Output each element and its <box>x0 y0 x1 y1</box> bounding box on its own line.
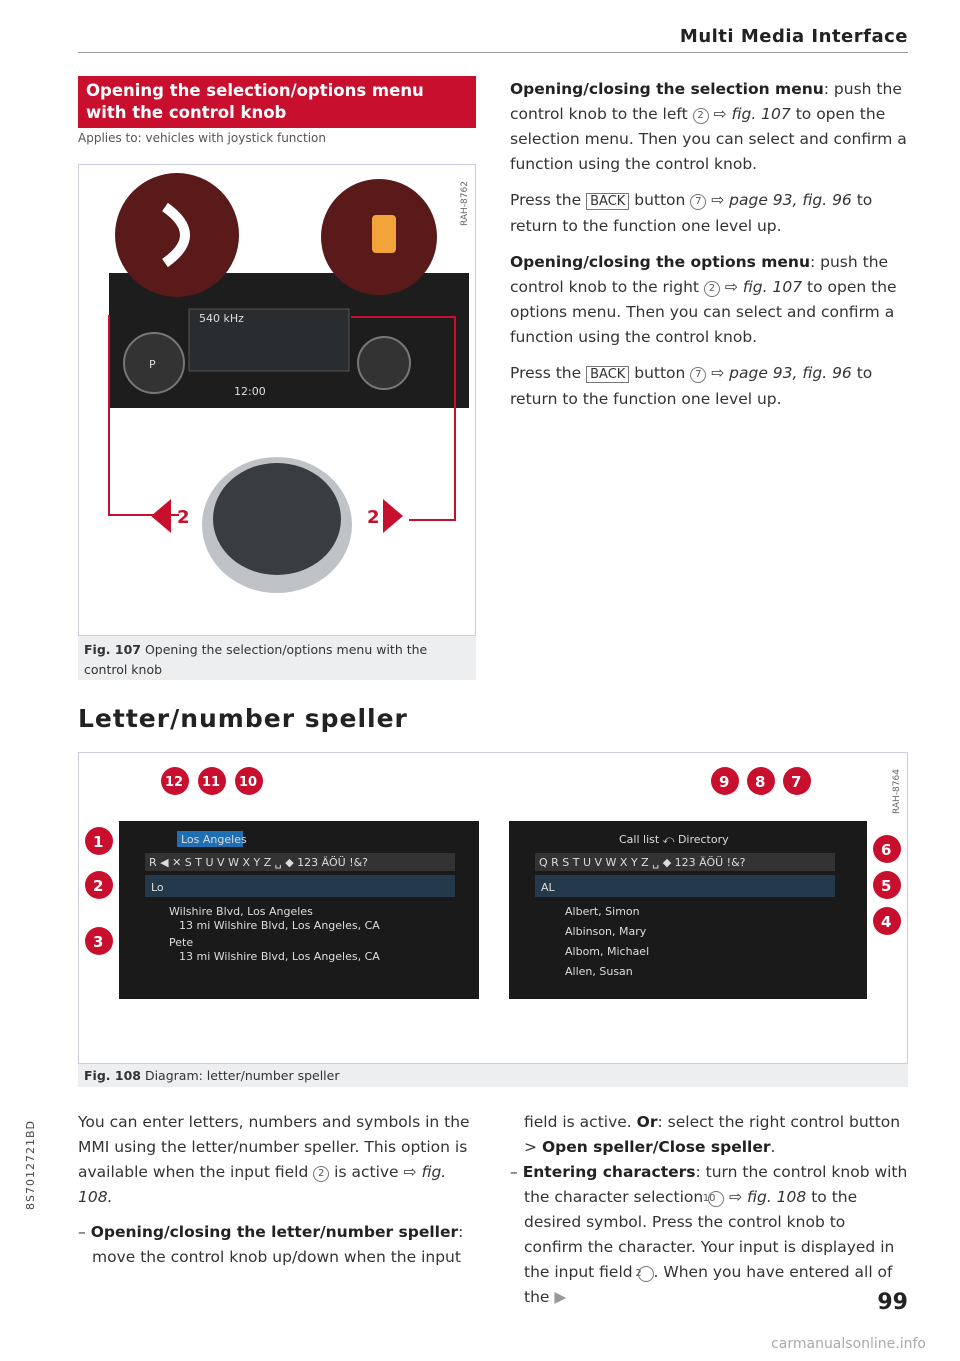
callout-ref-2: 2 <box>693 108 709 124</box>
header-title: Multi Media Interface <box>679 26 908 47</box>
figure-108 <box>78 752 908 1087</box>
back-key-2: BACK <box>586 366 629 383</box>
cont1-text: field is active. <box>524 1113 632 1131</box>
paragraph-back-1 <box>510 188 908 239</box>
cont1-or: Or <box>636 1113 658 1131</box>
input-right-text: AL <box>541 881 555 894</box>
figure-108-code <box>892 802 902 814</box>
callout-ref-7: 7 <box>690 194 706 210</box>
bullet1-text: : move the control knob up/down when the input <box>92 1223 464 1266</box>
callout-5: 5 <box>881 877 892 895</box>
side-code: 8S7012721BD <box>24 1120 37 1210</box>
p2-ref-link[interactable]: ⇨ page 93, fig. 96 <box>711 191 852 209</box>
left-arrow-icon <box>151 499 171 533</box>
intro-paragraph <box>78 1110 478 1210</box>
screen-gear: P <box>149 358 156 371</box>
header-divider <box>78 52 908 53</box>
callout-2-right: 2 <box>367 507 380 528</box>
p1-text: : push the control knob to the left <box>510 80 902 123</box>
figure-107-illustration <box>79 165 475 635</box>
p1-ref-link[interactable]: ⇨ fig. 107 <box>713 105 791 123</box>
p3-bold: Opening/closing the options menu <box>510 253 810 271</box>
back-key: BACK <box>586 193 629 210</box>
bullet2-ref-link[interactable]: ⇨ fig. 108 <box>729 1188 807 1206</box>
p2-rest: to return to the function one level up. <box>510 191 873 235</box>
bullet1-bold: Opening/closing the letter/number speller <box>90 1223 459 1241</box>
bullet2-rest: to the desired symbol. Press the control knob to confirm the character. Your input is displayed in the input field <box>524 1188 895 1281</box>
callout-3: 3 <box>93 933 104 951</box>
callout-ref-7b: 7 <box>690 367 706 383</box>
screen-time: 12:00 <box>234 385 266 398</box>
callouts-top-left <box>161 767 263 795</box>
figure-107-caption <box>84 640 464 680</box>
body-left <box>78 1110 478 1270</box>
callouts-right <box>873 835 901 935</box>
bullet2-end: . When you have entered all of the <box>524 1263 893 1306</box>
callout-6: 6 <box>881 841 892 859</box>
callout-9: 9 <box>719 773 730 791</box>
watermark: carmanualsonline.info <box>771 1336 926 1352</box>
input-left-text: Lo <box>151 881 164 894</box>
p2-mid: button <box>634 191 686 209</box>
right-arrow-icon <box>383 499 403 533</box>
callout-1: 1 <box>93 833 104 851</box>
callout-ref-2d: 2 <box>638 1266 654 1282</box>
entry-right-4: Allen, Susan <box>565 965 633 978</box>
paragraph-back-2 <box>510 361 908 412</box>
entry-left-2-detail: 13 mi Wilshire Blvd, Los Angeles, CA <box>179 950 380 963</box>
callout-12: 12 <box>165 775 184 790</box>
callout-8: 8 <box>755 773 766 791</box>
paragraph-options-menu <box>510 250 908 350</box>
page-number: 99 <box>877 1290 908 1315</box>
bullet-open-close: – Opening/closing the letter/number speller: move the control knob up/down when the input <box>78 1223 464 1266</box>
bullet2-bold: Entering characters <box>522 1163 696 1181</box>
p4-ref-link[interactable]: ⇨ page 93, fig. 96 <box>711 364 852 382</box>
intro-text: You can enter letters, numbers and symbols in the MMI using the letter/number speller. This option is available when the input field <box>78 1113 470 1181</box>
p3-text: : push the control knob to the right <box>510 253 889 296</box>
figure-107-code <box>460 214 470 226</box>
entry-right-2: Albinson, Mary <box>565 925 647 938</box>
screen-frequency: 540 kHz <box>199 312 244 325</box>
input-field-left <box>145 875 455 897</box>
callout-10: 10 <box>239 775 258 790</box>
cont1-bold: Open speller/Close speller <box>541 1138 771 1156</box>
callout-7: 7 <box>791 773 802 791</box>
callout-ref-10: 10 <box>708 1191 724 1207</box>
gauge-right <box>358 337 410 389</box>
applies-to: Applies to: vehicles with joystick function <box>78 131 326 145</box>
figure-108-image <box>78 752 908 1064</box>
bullet2-text: : turn the control knob with the character selection <box>524 1163 908 1206</box>
p3-ref-link[interactable]: ⇨ fig. 107 <box>724 278 803 296</box>
p4-rest: to return to the function one level up. <box>510 364 873 408</box>
figure-107-caption-text: Opening the selection/options menu with the control knob <box>84 642 428 677</box>
entry-left-1-detail: 13 mi Wilshire Blvd, Los Angeles, CA <box>179 919 380 932</box>
figure-107-label: Fig. 107 <box>84 642 141 657</box>
paragraph-selection-menu <box>510 77 908 177</box>
figure-108-label: Fig. 108 <box>84 1068 141 1083</box>
intro-text-2: is active <box>334 1163 399 1181</box>
entry-left-2: Pete <box>169 936 194 949</box>
control-knob <box>213 463 341 575</box>
location-tag-text: Los Angeles <box>181 833 247 846</box>
right-column <box>510 77 908 412</box>
callout-2-left: 2 <box>177 507 190 528</box>
intro-ref-link[interactable]: ⇨ fig. 108. <box>78 1163 447 1206</box>
section-title: Letter/number speller <box>78 704 408 733</box>
entry-right-1: Albert, Simon <box>565 905 640 918</box>
callout-ref-2c: 2 <box>313 1166 329 1182</box>
menu-right-icon <box>372 215 396 253</box>
letter-bar-right-text: Q R S T U V W X Y Z ␣ ◆ 123 ÄÖÜ !&? <box>539 856 746 869</box>
p2-pre: Press the <box>510 191 582 209</box>
figure-108-illustration <box>79 753 907 1063</box>
figure-108-caption <box>84 1066 884 1086</box>
entry-left-1: Wilshire Blvd, Los Angeles <box>169 905 313 918</box>
p1-rest: to open the selection menu. Then you can select and confirm a function using the control knob. <box>510 105 907 173</box>
callouts-left <box>85 827 113 955</box>
bullet1-continued: field is active. Or: select the right control button > Open speller/Close speller. <box>524 1113 901 1156</box>
cont1-rest: : select the right control button > <box>524 1113 901 1156</box>
callouts-top-right <box>711 767 811 795</box>
callout-4: 4 <box>881 913 892 931</box>
right-header: Call list ⤺ Directory <box>619 833 729 846</box>
callout-ref-2b: 2 <box>704 281 720 297</box>
figure-107 <box>78 164 476 680</box>
speller-screen-right <box>509 821 867 999</box>
figure-108-caption-text: Diagram: letter/number speller <box>144 1068 340 1083</box>
body-right <box>510 1110 908 1310</box>
continue-arrow-icon: ▶ <box>554 1288 567 1306</box>
callout-11: 11 <box>202 775 221 790</box>
entry-right-3: Albom, Michael <box>565 945 650 958</box>
p4-pre: Press the <box>510 364 582 382</box>
p3-rest: to open the options menu. Then you can select and confirm a function using the control knob. <box>510 278 897 346</box>
letter-bar-left-text: R ◀ ✕ S T U V W X Y Z ␣ ◆ 123 ÄÖÜ !&? <box>149 856 369 869</box>
section-heading: Opening the selection/options menu with the control knob <box>78 76 476 128</box>
figure-107-image <box>78 164 476 636</box>
bullet-entering: – Entering characters: turn the control knob with the character selection 10 ⇨ fig. 108 to the desired symbol. Press the control knob to confirm the character. Your input is displayed in the input field 2 . When you have entered all of the ▶ <box>510 1163 908 1306</box>
input-field-right <box>535 875 835 897</box>
left-bubble <box>115 173 239 297</box>
p1-bold: Opening/closing the selection menu <box>510 80 824 98</box>
p4-mid: button <box>634 364 686 382</box>
callout-2: 2 <box>93 877 104 895</box>
